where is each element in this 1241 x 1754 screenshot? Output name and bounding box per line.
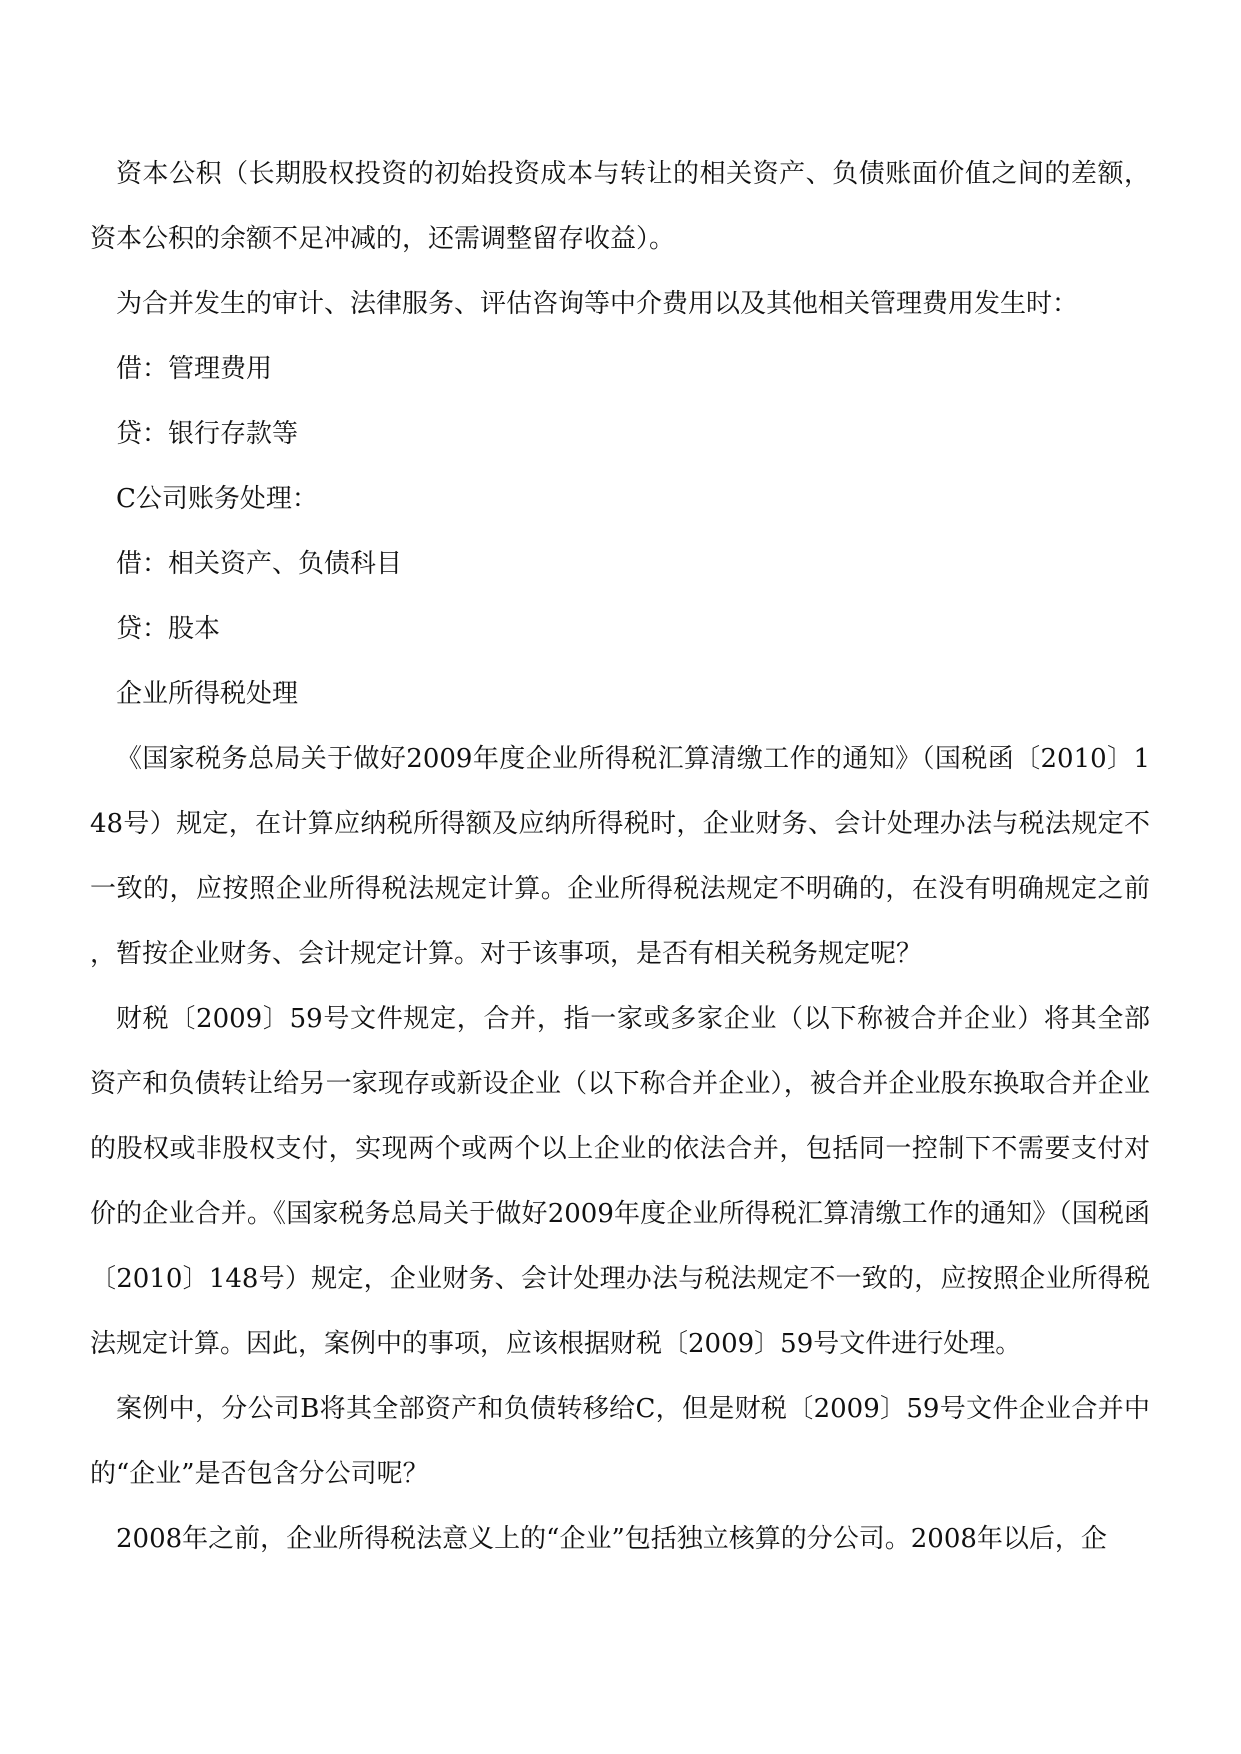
paragraph-enterprise-definition: 2008年之前，企业所得税法意义上的“企业”包括独立核算的分公司。2008年以后，企 <box>116 1524 1107 1554</box>
paragraph-company-c-accounting: C公司账务处理： <box>116 484 318 514</box>
paragraph-debit-assets-liabilities: 借：相关资产、负债科目 <box>116 549 403 579</box>
document-body <box>90 142 1150 1572</box>
paragraph-credit-share-capital: 贷：股本 <box>116 614 221 644</box>
paragraph-branch-question: 案例中，分公司B将其全部资产和负债转移给C，但是财税〔2009〕59号文件企业合并中的“企业”是否包含分公司呢？ <box>90 1394 1150 1489</box>
paragraph-credit-bank-deposit: 贷：银行存款等 <box>116 419 299 449</box>
paragraph-heading-income-tax: 企业所得税处理 <box>116 679 299 709</box>
paragraph-caishui-59: 财税〔2009〕59号文件规定，合并，指一家或多家企业（以下称被合并企业）将其全部资产和负债转让给另一家现存或新设企业（以下称合并企业），被合并企业股东换取合并企业的股权或非股权支付，实现两个或两个以上企业的依法合并，包括同一控制下不需要支付对价的企业合并。《国家税务总局关于做好2009年度企业所得税汇算清缴工作的通知》（国税函〔2010〕148号）规定，企业财务、会计处理办法与税法规定不一致的，应按照企业所得税法规定计算。因此，案例中的事项，应该根据财税〔2009〕59号文件进行处理。 <box>90 1004 1150 1359</box>
paragraph-debit-admin-expense: 借：管理费用 <box>116 354 273 384</box>
paragraph-capital-reserve: 资本公积（长期股权投资的初始投资成本与转让的相关资产、负债账面价值之间的差额，资本公积的余额不足冲减的，还需调整留存收益）。 <box>90 159 1150 254</box>
paragraph-merger-fees: 为合并发生的审计、法律服务、评估咨询等中介费用以及其他相关管理费用发生时： <box>116 289 1079 319</box>
paragraph-guoshuihan-notice: 《国家税务总局关于做好2009年度企业所得税汇算清缴工作的通知》（国税函〔2010〕148号）规定，在计算应纳税所得额及应纳所得税时，企业财务、会计处理办法与税法规定不一致的，应按照企业所得税法规定计算。企业所得税法规定不明确的，在没有明确规定之前，暂按企业财务、会计规定计算。对于该事项，是否有相关税务规定呢？ <box>90 744 1150 969</box>
